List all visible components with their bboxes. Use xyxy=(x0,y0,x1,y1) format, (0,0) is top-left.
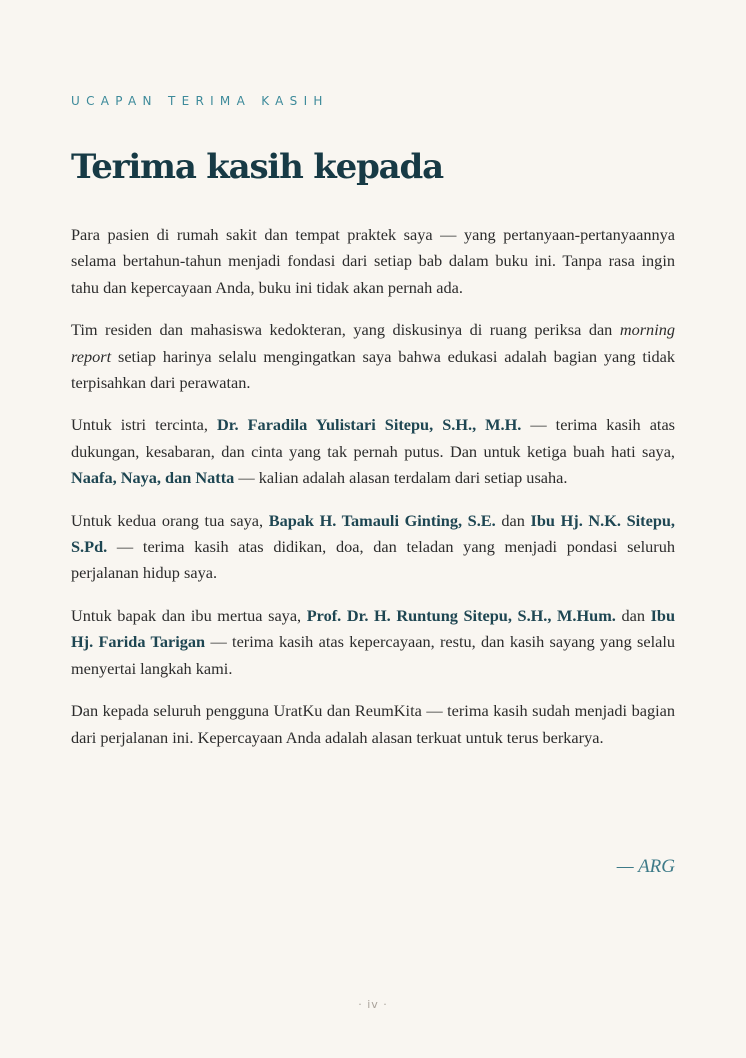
paragraph-patients xyxy=(71,222,675,301)
paragraph-text: dan xyxy=(495,510,531,530)
paragraph-text: dan xyxy=(615,605,651,625)
person-name: Ibu Hj. Farida Tarigan xyxy=(71,605,676,652)
paragraph-text: — terima kasih atas didikan, doa, dan teladan yang menjadi pondasi seluruh perjalanan hidup saya. xyxy=(71,537,675,583)
paragraph-in-laws xyxy=(71,603,675,682)
emphasis-term: morning report xyxy=(71,320,675,366)
person-name: Bapak H. Tamauli Ginting, S.E. xyxy=(268,510,496,530)
paragraph-users xyxy=(71,698,675,751)
body-text xyxy=(71,222,675,767)
person-name: Ibu Hj. N.K. Sitepu, S.Pd. xyxy=(71,510,675,557)
paragraph-residents xyxy=(71,317,675,396)
section-eyebrow: UCAPAN TERIMA KASIH xyxy=(71,94,329,108)
person-name: Prof. Dr. H. Runtung Sitepu, S.H., M.Hum. xyxy=(306,605,616,625)
paragraph-text: setiap harinya selalu mengingatkan saya bahwa edukasi adalah bagian yang tidak terpisahkan dari perawatan. xyxy=(71,346,675,393)
page-title: Terima kasih kepada xyxy=(71,147,443,187)
paragraph-parents xyxy=(71,508,675,587)
paragraph-text: Para pasien di rumah sakit dan tempat praktek saya — yang pertanyaan-pertanyaannya selama bertahun-tahun menjadi fondasi dari setiap bab dalam buku ini. Tanpa rasa ingin tahu dan kepercayaan Anda, buku ini tidak akan pernah ada. xyxy=(71,225,675,297)
page-number: · iv · xyxy=(358,998,388,1011)
paragraph-text: Untuk istri tercinta, xyxy=(71,415,218,435)
paragraph-text: Dan kepada seluruh pengguna UratKu dan ReumKita — terima kasih sudah menjadi bagian dari perjalanan ini. Kepercayaan Anda adalah alasan terkuat untuk terus berkarya. xyxy=(71,701,675,747)
acknowledgements-page xyxy=(71,0,675,1058)
paragraph-family xyxy=(71,412,675,491)
paragraph-text: Tim residen dan mahasiswa kedokteran, yang diskusinya di ruang periksa dan xyxy=(71,320,620,340)
person-name: Naafa, Naya, dan Natta xyxy=(71,468,235,488)
paragraph-text: Untuk kedua orang tua saya, xyxy=(71,510,269,530)
paragraph-text: — kalian adalah alasan terdalam dari setiap usaha. xyxy=(234,468,568,488)
paragraph-text: — terima kasih atas kepercayaan, restu, dan kasih sayang yang selalu menyertai langkah kami. xyxy=(71,632,675,678)
paragraph-text: Untuk bapak dan ibu mertua saya, xyxy=(71,605,307,625)
person-name: Dr. Faradila Yulistari Sitepu, S.H., M.H. xyxy=(217,415,522,435)
paragraph-text: — terima kasih atas dukungan, kesabaran, dan cinta yang tak pernah putus. Dan untuk ketiga buah hati saya, xyxy=(71,415,676,461)
signature: — ARG xyxy=(616,856,675,877)
